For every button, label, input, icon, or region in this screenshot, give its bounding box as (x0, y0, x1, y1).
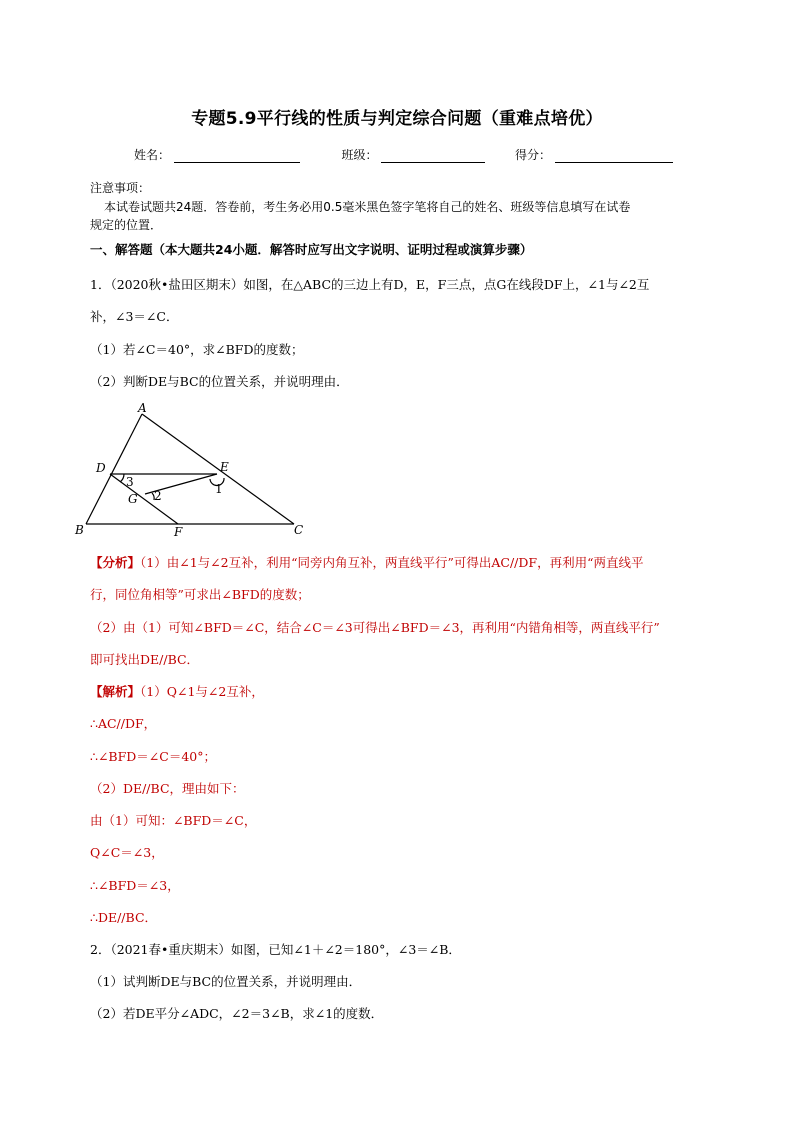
class-label: 班级： (341, 148, 378, 162)
q2-part-2: （2）若DE平分∠ADC，∠2＝3∠B，求∠1的度数． (90, 1006, 384, 1021)
analysis-text-1: （1）由∠1与∠2互补，利用“同旁内角互补，两直线平行”可得出AC//DF，再利用“两直线平 (140, 555, 644, 570)
solution-text-1: （1）Q∠1与∠2互补， (140, 684, 264, 699)
analysis-tag: 【分析】 (90, 555, 141, 570)
student-info-row (134, 146, 673, 163)
page-title: 专题5.9平行线的性质与判定综合问题（重难点培优） (191, 109, 603, 129)
triangle-figure (70, 400, 320, 540)
q1-part-2: （2）判断DE与BC的位置关系，并说明理由． (90, 374, 349, 389)
solution-line-2: ∴AC//DF， (90, 716, 157, 731)
q1-line-1: 1．（2020秋•盐田区期末）如图，在△ABC的三边上有D，E，F三点，点G在线段DF上，∠1与∠2互 (90, 277, 650, 292)
label-d: D (96, 461, 106, 475)
angle-2-label: 2 (154, 489, 162, 503)
name-field[interactable] (174, 148, 300, 163)
q1-line-2: 补，∠3＝∠C． (90, 309, 179, 324)
class-field[interactable] (381, 148, 485, 163)
solution-line-6: Q∠C＝∠3， (90, 845, 164, 860)
label-b: B (75, 523, 84, 537)
analysis-line-1 (90, 555, 643, 571)
q2-part-1: （1）试判断DE与BC的位置关系，并说明理由． (90, 974, 362, 989)
label-e: E (220, 460, 229, 474)
notice-heading: 注意事项： (90, 181, 151, 195)
solution-tag: 【解析】 (90, 684, 141, 699)
label-a: A (138, 401, 147, 415)
analysis-line-2: 行，同位角相等”可求出∠BFD的度数； (90, 587, 310, 602)
solution-line-1 (90, 684, 264, 700)
label-c: C (294, 523, 304, 537)
solution-line-5: 由（1）可知：∠BFD＝∠C， (90, 813, 257, 828)
name-label: 姓名： (134, 148, 171, 162)
solution-line-3: ∴∠BFD＝∠C＝40°； (90, 749, 217, 764)
segment-ac (142, 414, 294, 524)
analysis-line-3: （2）由（1）可知∠BFD＝∠C，结合∠C＝∠3可得出∠BFD＝∠3，再利用“内错角相等，两直线平行” (90, 620, 660, 635)
segment-ab (86, 414, 142, 524)
solution-line-8: ∴DE//BC． (90, 910, 158, 925)
notice-line-2: 规定的位置． (90, 218, 163, 232)
notice-line-1: 本试卷试题共24题．答卷前，考生务必用0.5毫米黑色签字笔将自己的姓名、班级等信息填写在试卷 (104, 200, 631, 214)
score-label: 得分： (515, 148, 552, 162)
angle-1-label: 1 (215, 482, 223, 496)
label-f: F (174, 525, 183, 539)
score-field[interactable] (555, 148, 673, 163)
label-g: G (128, 492, 138, 506)
analysis-line-4: 即可找出DE//BC． (90, 652, 200, 667)
q2-line-1: 2．（2021春•重庆期末）如图，已知∠1＋∠2＝180°，∠3＝∠B． (90, 942, 461, 957)
solution-line-4: （2）DE//BC，理由如下： (90, 781, 245, 796)
angle-3-label: 3 (126, 475, 134, 489)
solution-line-7: ∴∠BFD＝∠3， (90, 878, 180, 893)
angle-3-arc (120, 474, 124, 482)
q1-part-1: （1）若∠C＝40°，求∠BFD的度数； (90, 342, 304, 357)
section-heading: 一、解答题（本大题共24小题．解答时应写出文字说明、证明过程或演算步骤） (90, 242, 533, 257)
